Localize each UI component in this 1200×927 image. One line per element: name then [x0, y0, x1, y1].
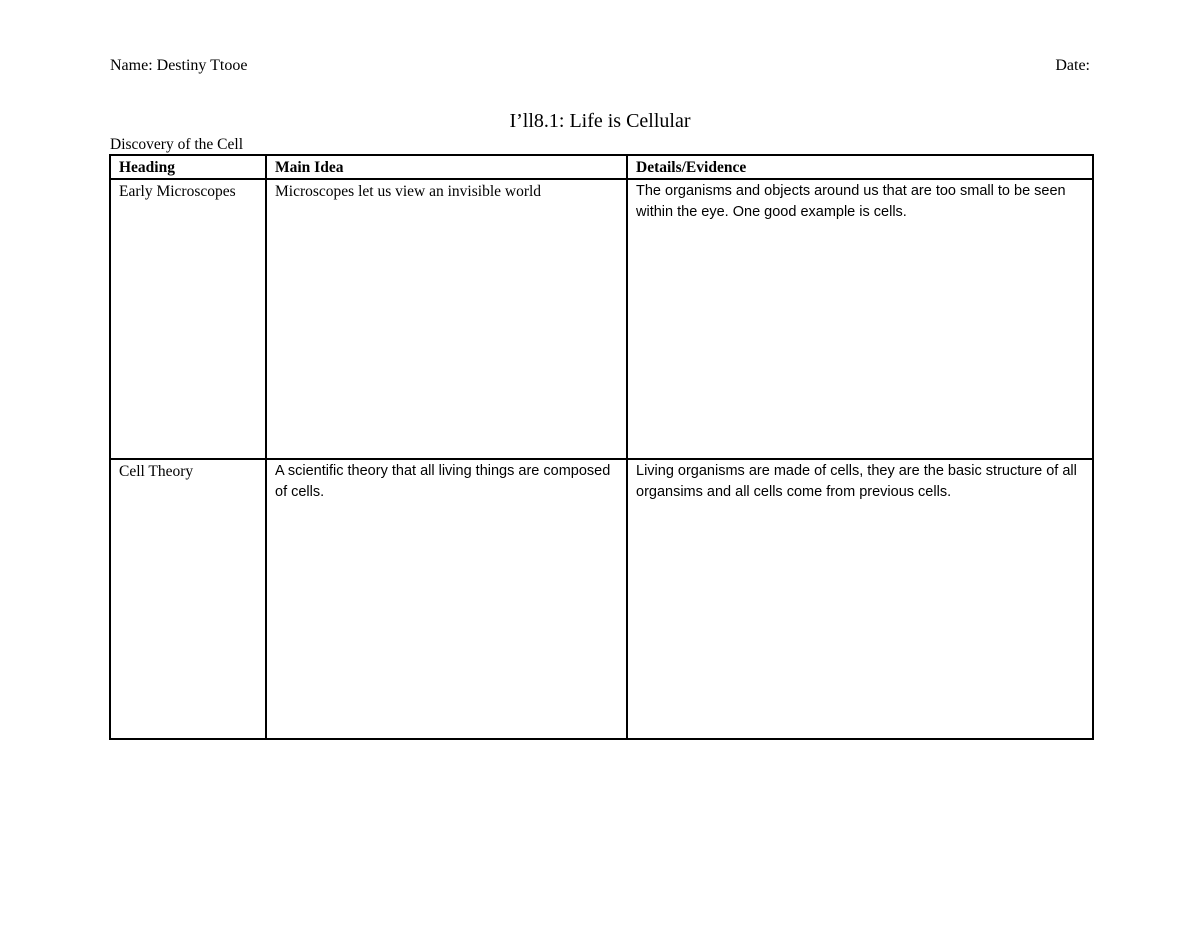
row-main-idea-cell: A scientific theory that all living things are composed of cells. — [266, 459, 627, 739]
row-heading-cell: Cell Theory — [110, 459, 266, 739]
section-heading: Discovery of the Cell — [110, 136, 244, 153]
date-label: Date: — [1055, 57, 1090, 74]
row-details-cell: Living organisms are made of cells, they are the basic structure of all organsims and all cells come from previous cells. — [627, 459, 1093, 739]
column-header-heading: Heading — [110, 155, 266, 179]
notes-table — [109, 154, 1094, 740]
table-row — [110, 179, 1093, 459]
column-header-details: Details/Evidence — [627, 155, 1093, 179]
table-row — [110, 459, 1093, 739]
page-title: I’ll8.1: Life is Cellular — [509, 110, 691, 132]
table-header-row — [110, 155, 1093, 179]
row-main-idea-cell: Microscopes let us view an invisible world — [266, 179, 627, 459]
row-heading-cell: Early Microscopes — [110, 179, 266, 459]
row-details-cell: The organisms and objects around us that are too small to be seen within the eye. One good example is cells. — [627, 179, 1093, 459]
student-name: Name: Destiny Ttooe — [110, 57, 248, 74]
column-header-main-idea: Main Idea — [266, 155, 627, 179]
